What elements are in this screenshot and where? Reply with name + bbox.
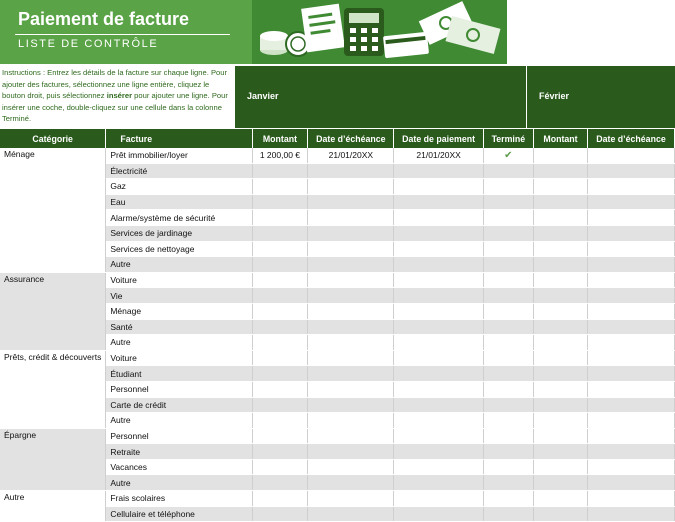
done-cell[interactable] xyxy=(483,288,533,304)
done-cell[interactable] xyxy=(483,350,533,366)
amount-cell[interactable] xyxy=(252,319,308,335)
due-date-cell[interactable] xyxy=(308,491,394,507)
amount-cell-feb[interactable] xyxy=(533,194,587,210)
bill-name-cell[interactable]: Personnel xyxy=(106,428,252,444)
bill-name-cell[interactable]: Services de jardinage xyxy=(106,225,252,241)
due-date-cell-feb[interactable] xyxy=(588,475,675,491)
done-cell[interactable] xyxy=(483,179,533,195)
done-cell[interactable] xyxy=(483,272,533,288)
bill-name-cell[interactable]: Autre xyxy=(106,335,252,351)
page-subtitle: LISTE DE CONTRÔLE xyxy=(18,38,159,50)
bill-name-cell[interactable]: Frais scolaires xyxy=(106,491,252,507)
money-and-bills-illustration-icon xyxy=(252,0,507,64)
bill-name-cell[interactable]: Autre xyxy=(106,257,252,273)
table-row xyxy=(0,272,675,288)
amount-cell-feb[interactable] xyxy=(533,225,587,241)
due-date-cell-feb[interactable] xyxy=(588,444,675,460)
bill-name-cell[interactable]: Gaz xyxy=(106,179,252,195)
done-cell[interactable] xyxy=(483,319,533,335)
bill-name-cell[interactable]: Prêt immobilier/loyer xyxy=(106,148,252,163)
bill-name-cell[interactable]: Électricité xyxy=(106,163,252,179)
amount-cell-feb[interactable] xyxy=(533,506,587,522)
column-header-done[interactable]: Terminé xyxy=(483,129,533,148)
column-header-row xyxy=(0,129,675,148)
column-header-amount-feb[interactable]: Montant xyxy=(533,129,587,148)
amount-cell[interactable] xyxy=(252,194,308,210)
amount-cell[interactable] xyxy=(252,459,308,475)
amount-cell[interactable] xyxy=(252,506,308,522)
bill-checklist-table xyxy=(0,129,675,522)
amount-cell[interactable] xyxy=(252,288,308,304)
amount-cell[interactable] xyxy=(252,350,308,366)
paid-date-cell[interactable] xyxy=(394,163,483,179)
paid-date-cell[interactable] xyxy=(394,459,483,475)
due-date-cell-feb[interactable] xyxy=(588,491,675,507)
due-date-cell-feb[interactable] xyxy=(588,210,675,226)
due-date-cell[interactable] xyxy=(308,475,394,491)
column-header-amount[interactable]: Montant xyxy=(252,129,308,148)
done-cell[interactable] xyxy=(483,428,533,444)
due-date-cell-feb[interactable] xyxy=(588,163,675,179)
due-date-cell-feb[interactable] xyxy=(588,506,675,522)
due-date-cell[interactable] xyxy=(308,210,394,226)
instructions-bold: insérer xyxy=(106,91,133,101)
due-date-cell-feb[interactable] xyxy=(588,335,675,351)
column-header-bill[interactable]: Facture xyxy=(106,129,252,148)
amount-cell-feb[interactable] xyxy=(533,397,587,413)
paid-date-cell[interactable] xyxy=(394,397,483,413)
amount-cell-feb[interactable] xyxy=(533,491,587,507)
done-cell[interactable] xyxy=(483,303,533,319)
amount-cell-feb[interactable] xyxy=(533,179,587,195)
bill-name-cell[interactable]: Autre xyxy=(106,475,252,491)
bill-name-cell[interactable]: Vie xyxy=(106,288,252,304)
done-cell[interactable] xyxy=(483,335,533,351)
amount-cell[interactable] xyxy=(252,335,308,351)
amount-cell[interactable] xyxy=(252,475,308,491)
done-cell[interactable] xyxy=(483,397,533,413)
bill-name-cell[interactable]: Voiture xyxy=(106,350,252,366)
bill-name-cell[interactable]: Voiture xyxy=(106,272,252,288)
amount-cell[interactable] xyxy=(252,179,308,195)
table-row xyxy=(0,491,675,507)
amount-cell[interactable] xyxy=(252,381,308,397)
amount-cell-feb[interactable] xyxy=(533,350,587,366)
bill-name-cell[interactable]: Ménage xyxy=(106,303,252,319)
amount-cell-feb[interactable] xyxy=(533,303,587,319)
done-cell[interactable] xyxy=(483,366,533,382)
category-cell[interactable]: Assurance xyxy=(0,272,106,350)
amount-cell[interactable] xyxy=(252,303,308,319)
done-cell[interactable] xyxy=(483,257,533,273)
amount-cell[interactable]: 1 200,00 € xyxy=(252,148,308,163)
column-header-paid-date[interactable]: Date de paiement xyxy=(394,129,483,148)
page-title: Paiement de facture xyxy=(18,9,190,29)
due-date-cell-feb[interactable] xyxy=(588,459,675,475)
due-date-cell-feb[interactable] xyxy=(588,350,675,366)
table-row xyxy=(0,148,675,163)
paid-date-cell[interactable] xyxy=(394,288,483,304)
amount-cell-feb[interactable] xyxy=(533,475,587,491)
done-cell[interactable] xyxy=(483,444,533,460)
due-date-cell[interactable] xyxy=(308,272,394,288)
due-date-cell[interactable]: 21/01/20XX xyxy=(308,148,394,163)
amount-cell[interactable] xyxy=(252,241,308,257)
due-date-cell[interactable] xyxy=(308,288,394,304)
column-header-category[interactable]: Catégorie xyxy=(0,129,106,148)
due-date-cell[interactable] xyxy=(308,194,394,210)
done-cell[interactable] xyxy=(483,210,533,226)
category-cell[interactable]: Prêts, crédit & découverts xyxy=(0,350,106,428)
amount-cell-feb[interactable] xyxy=(533,163,587,179)
due-date-cell[interactable] xyxy=(308,459,394,475)
done-cell[interactable] xyxy=(483,148,533,163)
paid-date-cell[interactable] xyxy=(394,319,483,335)
paid-date-cell[interactable] xyxy=(394,491,483,507)
amount-cell-feb[interactable] xyxy=(533,335,587,351)
amount-cell[interactable] xyxy=(252,272,308,288)
paid-date-cell[interactable] xyxy=(394,444,483,460)
paid-date-cell[interactable] xyxy=(394,475,483,491)
bill-name-cell[interactable]: Retraite xyxy=(106,444,252,460)
title-banner xyxy=(0,0,507,64)
due-date-cell-feb[interactable] xyxy=(588,303,675,319)
amount-cell[interactable] xyxy=(252,428,308,444)
due-date-cell-feb[interactable] xyxy=(588,225,675,241)
due-date-cell-feb[interactable] xyxy=(588,319,675,335)
amount-cell[interactable] xyxy=(252,163,308,179)
table-row xyxy=(0,428,675,444)
done-cell[interactable] xyxy=(483,241,533,257)
bill-name-cell[interactable]: Vacances xyxy=(106,459,252,475)
amount-cell-feb[interactable] xyxy=(533,210,587,226)
amount-cell-feb[interactable] xyxy=(533,381,587,397)
instructions-text xyxy=(2,67,234,125)
due-date-cell[interactable] xyxy=(308,225,394,241)
due-date-cell[interactable] xyxy=(308,444,394,460)
due-date-cell[interactable] xyxy=(308,257,394,273)
checkmark-icon: ✔ xyxy=(504,149,513,161)
due-date-cell[interactable] xyxy=(308,163,394,179)
done-cell[interactable] xyxy=(483,459,533,475)
bill-name-cell[interactable]: Étudiant xyxy=(106,366,252,382)
paid-date-cell[interactable] xyxy=(394,241,483,257)
due-date-cell-feb[interactable] xyxy=(588,194,675,210)
due-date-cell[interactable] xyxy=(308,241,394,257)
paid-date-cell[interactable] xyxy=(394,194,483,210)
due-date-cell-feb[interactable] xyxy=(588,148,675,163)
due-date-cell[interactable] xyxy=(308,397,394,413)
category-cell[interactable]: Épargne xyxy=(0,428,106,490)
paid-date-cell[interactable] xyxy=(394,428,483,444)
amount-cell-feb[interactable] xyxy=(533,288,587,304)
amount-cell-feb[interactable] xyxy=(533,444,587,460)
paid-date-cell[interactable] xyxy=(394,381,483,397)
amount-cell[interactable] xyxy=(252,366,308,382)
due-date-cell[interactable] xyxy=(308,350,394,366)
amount-cell[interactable] xyxy=(252,210,308,226)
done-cell[interactable] xyxy=(483,475,533,491)
table-body xyxy=(0,148,675,522)
due-date-cell-feb[interactable] xyxy=(588,179,675,195)
amount-cell[interactable] xyxy=(252,444,308,460)
paid-date-cell[interactable] xyxy=(394,272,483,288)
done-cell[interactable] xyxy=(483,381,533,397)
done-cell[interactable] xyxy=(483,163,533,179)
due-date-cell[interactable] xyxy=(308,179,394,195)
paid-date-cell[interactable] xyxy=(394,335,483,351)
due-date-cell-feb[interactable] xyxy=(588,397,675,413)
amount-cell[interactable] xyxy=(252,491,308,507)
amount-cell[interactable] xyxy=(252,413,308,429)
bill-name-cell[interactable]: Cellulaire et téléphone xyxy=(106,506,252,522)
done-cell[interactable] xyxy=(483,413,533,429)
amount-cell-feb[interactable] xyxy=(533,272,587,288)
done-cell[interactable] xyxy=(483,194,533,210)
due-date-cell-feb[interactable] xyxy=(588,288,675,304)
due-date-cell[interactable] xyxy=(308,381,394,397)
amount-cell[interactable] xyxy=(252,225,308,241)
column-header-due-date[interactable]: Date d’échéance xyxy=(308,129,394,148)
due-date-cell-feb[interactable] xyxy=(588,241,675,257)
due-date-cell[interactable] xyxy=(308,506,394,522)
done-cell[interactable] xyxy=(483,225,533,241)
amount-cell-feb[interactable] xyxy=(533,459,587,475)
amount-cell-feb[interactable] xyxy=(533,366,587,382)
amount-cell-feb[interactable] xyxy=(533,428,587,444)
due-date-cell[interactable] xyxy=(308,319,394,335)
due-date-cell[interactable] xyxy=(308,303,394,319)
bill-name-cell[interactable]: Carte de crédit xyxy=(106,397,252,413)
instructions-part2: pour ajouter une ligne. Pour insérer une coche, double-cliquez sur une cellule dans la colonne Terminé. xyxy=(2,91,228,124)
amount-cell[interactable] xyxy=(252,397,308,413)
done-cell[interactable] xyxy=(483,506,533,522)
title-divider xyxy=(15,34,230,35)
category-cell[interactable]: Autre xyxy=(0,491,106,522)
paid-date-cell[interactable] xyxy=(394,350,483,366)
paid-date-cell[interactable] xyxy=(394,366,483,382)
amount-cell-feb[interactable] xyxy=(533,257,587,273)
due-date-cell-feb[interactable] xyxy=(588,428,675,444)
due-date-cell-feb[interactable] xyxy=(588,366,675,382)
bill-name-cell[interactable]: Santé xyxy=(106,319,252,335)
bill-name-cell[interactable]: Services de nettoyage xyxy=(106,241,252,257)
due-date-cell[interactable] xyxy=(308,366,394,382)
amount-cell-feb[interactable] xyxy=(533,413,587,429)
amount-cell[interactable] xyxy=(252,257,308,273)
paid-date-cell[interactable] xyxy=(394,210,483,226)
due-date-cell-feb[interactable] xyxy=(588,272,675,288)
bill-name-cell[interactable]: Eau xyxy=(106,194,252,210)
due-date-cell[interactable] xyxy=(308,335,394,351)
category-cell[interactable]: Ménage xyxy=(0,148,106,272)
paid-date-cell[interactable] xyxy=(394,506,483,522)
month-header-january: Janvier xyxy=(235,66,526,128)
due-date-cell-feb[interactable] xyxy=(588,413,675,429)
due-date-cell-feb[interactable] xyxy=(588,381,675,397)
bill-name-cell[interactable]: Personnel xyxy=(106,381,252,397)
bill-name-cell[interactable]: Alarme/système de sécurité xyxy=(106,210,252,226)
amount-cell-feb[interactable] xyxy=(533,148,587,163)
paid-date-cell[interactable]: 21/01/20XX xyxy=(394,148,483,163)
paid-date-cell[interactable] xyxy=(394,179,483,195)
bill-name-cell[interactable]: Autre xyxy=(106,413,252,429)
due-date-cell-feb[interactable] xyxy=(588,257,675,273)
amount-cell-feb[interactable] xyxy=(533,319,587,335)
table-row xyxy=(0,350,675,366)
instructions-part1: Instructions : Entrez les détails de la facture sur chaque ligne. Pour ajouter des factures, sélectionnez une ligne entière, cliquez le bouton droit, puis sélectionnez xyxy=(2,68,227,101)
column-header-due-date-feb[interactable]: Date d’échéance xyxy=(588,129,675,148)
paid-date-cell[interactable] xyxy=(394,225,483,241)
done-cell[interactable] xyxy=(483,491,533,507)
paid-date-cell[interactable] xyxy=(394,257,483,273)
due-date-cell[interactable] xyxy=(308,413,394,429)
paid-date-cell[interactable] xyxy=(394,303,483,319)
paid-date-cell[interactable] xyxy=(394,413,483,429)
month-header-february: Février xyxy=(527,66,675,128)
amount-cell-feb[interactable] xyxy=(533,241,587,257)
due-date-cell[interactable] xyxy=(308,428,394,444)
